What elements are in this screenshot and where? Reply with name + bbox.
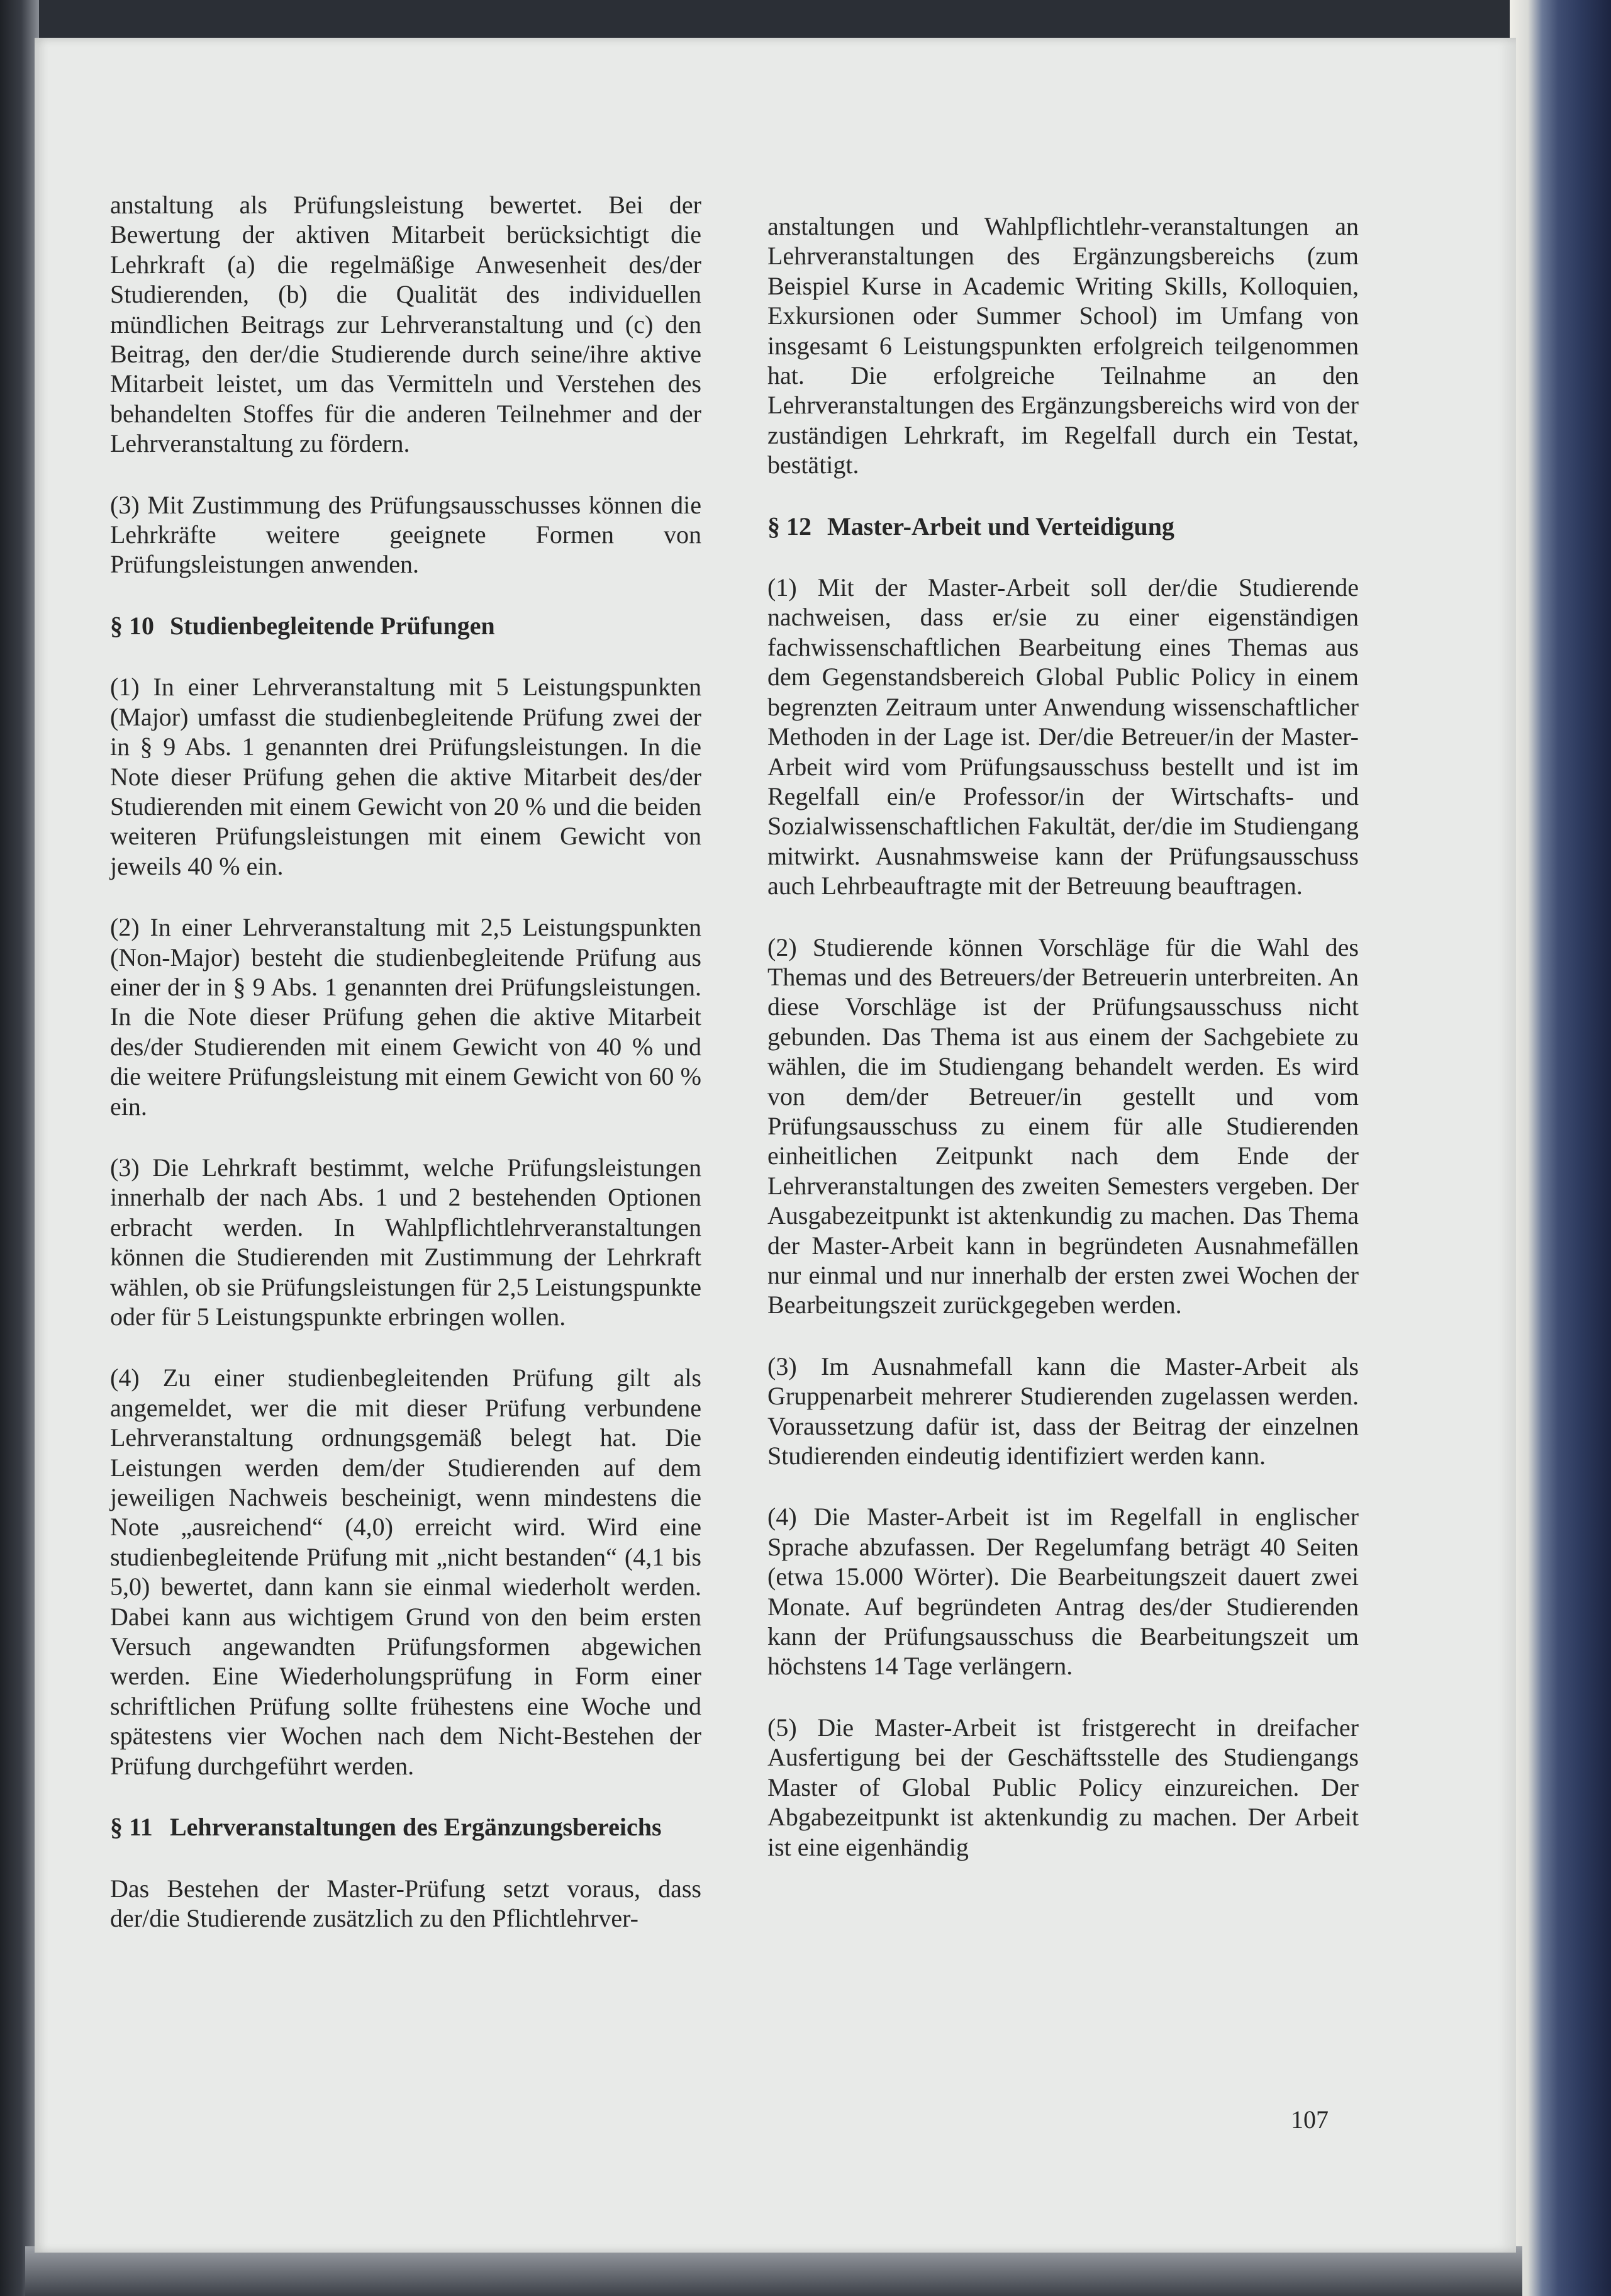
section-number: § 12 (767, 512, 811, 540)
paragraph-12-5: (5) Die Master-Arbeit ist fristgerecht in dreifacher Ausfertigung bei der Geschäftsstelle des Studiengangs Master of Global Public Policy einzureichen. Der Abgabezeitpunkt ist aktenkundig zu machen. Der Arbeit ist eine eigenhändig (767, 1713, 1359, 1861)
section-number: § 11 (110, 1813, 153, 1842)
section-number: § 10 (110, 611, 154, 640)
document-page (35, 38, 1516, 2253)
page-number: 107 (1291, 2105, 1329, 2134)
book-cover-edge (1510, 0, 1611, 2296)
paragraph-12-3: (3) Im Ausnahmefall kann die Master-Arbeit als Gruppenarbeit mehrerer Studierenden zugelassen werden. Voraussetzung dafür ist, dass der Beitrag der einzelnen Studierenden eindeutig identifiziert werden kann. (767, 1352, 1359, 1470)
left-column (110, 190, 701, 1964)
section-title: Master-Arbeit und Verteidigung (827, 512, 1174, 540)
paragraph-12-2: (2) Studierende können Vorschläge für die Wahl des Themas und des Betreuers/der Betreuerin unterbreiten. An diese Vorschläge ist der Prüfungsausschuss nicht gebunden. Das Thema ist aus einem der Sachgebiete zu wählen, die im Studiengang behandelt werden. Es wird von dem/der Betreuer/in gestellt und vom Prüfungsausschuss zu einem für alle Studierenden einheitlichen Zeitpunkt nach dem Ende der Lehrveranstaltungen des zweiten Semesters vergeben. Der Ausgabezeitpunkt ist aktenkundig zu machen. Das Thema der Master-Arbeit kann in begründeten Ausnahmefällen nur einmal und nur innerhalb der ersten zwei Wochen der Bearbeitungszeit zurückgegeben werden. (767, 932, 1359, 1319)
section-heading-11 (110, 1812, 701, 1842)
paragraph-9-3: (3) Mit Zustimmung des Prüfungsausschusses können die Lehrkräfte weitere geeignete Formen von Prüfungsleistungen anwenden. (110, 490, 701, 579)
paragraph-12-1: (1) Mit der Master-Arbeit soll der/die Studierende nachweisen, dass er/sie zu einer eigenständigen fachwissenschaftlichen Bearbeitung eines Themas aus dem Gegenstandsbereich Global Public Policy in einem begrenzten Zeitraum unter Anwendung wissenschaftlicher Methoden in der Lage ist. Der/die Betreuer/in der Master-Arbeit wird vom Prüfungsausschuss bestellt und ist im Regelfall ein/e Professor/in der Wirtschafts- und Sozialwissenschaftlichen Fakultät, der/die im Studiengang mitwirkt. Ausnahmsweise kann der Prüfungsausschuss auch Lehrbeauftragte mit der Betreuung beauftragen. (767, 573, 1359, 900)
adjacent-page-edge (0, 0, 39, 2296)
paragraph-12-4: (4) Die Master-Arbeit ist im Regelfall in englischer Sprache abzufassen. Der Regelumfang beträgt 40 Seiten (etwa 15.000 Wörter). Die Bearbeitungszeit dauert zwei Monate. Auf begründeten Antrag des/der Studierenden kann der Prüfungsausschuss die Bearbeitungszeit um höchstens 14 Tage verlängern. (767, 1503, 1359, 1681)
paragraph-10-3: (3) Die Lehrkraft bestimmt, welche Prüfungsleistungen innerhalb der nach Abs. 1 und 2 bestehenden Optionen erbracht werden. In Wahlpflichtlehrveranstaltungen können die Studierenden mit Zustimmung der Lehrkraft wählen, ob sie Prüfungsleistungen für 2,5 Leistungspunkte oder für 5 Leistungspunkte erbringen wollen. (110, 1153, 701, 1331)
paragraph-10-2: (2) In einer Lehrveranstaltung mit 2,5 Leistungspunkten (Non-Major) besteht die studienbegleitende Prüfung aus einer der in § 9 Abs. 1 genannten drei Prüfungsleistungen. In die Note dieser Prüfung gehen die aktive Mitarbeit des/der Studierenden mit einem Gewicht von 40 % und die weitere Prüfungsleistung mit einem Gewicht von 60 % ein. (110, 913, 701, 1121)
section-heading-10 (110, 611, 701, 641)
right-column (767, 211, 1359, 1893)
section-title: Lehrveranstaltungen des Ergänzungsbereichs (170, 1813, 662, 1842)
section-title: Studienbegleitende Prüfungen (170, 611, 495, 640)
paragraph-carryover-9: anstaltung als Prüfungsleistung bewertet. Bei der Bewertung der aktiven Mitarbeit berücksichtigt die Lehrkraft (a) die regelmäßige Anwesenheit des/der Studierenden, (b) die Qualität des individuellen mündlichen Beitrags zur Lehrveranstaltung und (c) den Beitrag, den der/die Studierende durch seine/ihre aktive Mitarbeit leistet, um das Vermitteln und Verstehen des behandelten Stoffes für die anderen Teilnehmer and der Lehrveranstaltung zu fördern. (110, 191, 701, 458)
paragraph-11-continued: anstaltungen und Wahlpflichtlehr-veranstaltungen an Lehrveranstaltungen des Ergänzungsbereichs (zum Beispiel Kurse in Academic Writing Skills, Kolloquien, Exkursionen oder Summer School) im Umfang von insgesamt 6 Leistungspunkten erfolgreich teilgenommen hat. Die erfolgreiche Teilnahme an den Lehrveranstaltungen des Ergänzungsbereichs wird von der zuständigen Lehrkraft, im Regelfall durch ein Testat, bestätigt. (767, 212, 1359, 479)
page-bottom-edge (25, 2246, 1522, 2296)
paragraph-10-4: (4) Zu einer studienbegleitenden Prüfung gilt als angemeldet, wer die mit dieser Prüfung verbundene Lehrveranstaltung ordnungsgemäß belegt hat. Die Leistungen werden dem/der Studierenden auf dem jeweiligen Nachweis bescheinigt, wenn mindestens die Note „ausreichend“ (4,0) erreicht wird. Wird eine studienbegleitende Prüfung mit „nicht bestanden“ (4,1 bis 5,0) bewertet, dann kann sie einmal wiederholt werden. Dabei kann aus wichtigem Grund von den beim ersten Versuch angewandten Prüfungsformen abgewichen werden. Eine Wiederholungsprüfung in Form einer schriftlichen Prüfung sollte frühestens eine Woche und spätestens vier Wochen nach dem Nicht-Bestehen der Prüfung durchgeführt werden. (110, 1364, 701, 1780)
paragraph-10-1: (1) In einer Lehrveranstaltung mit 5 Leistungspunkten (Major) umfasst die studienbegleitende Prüfung zwei der in § 9 Abs. 1 genannten drei Prüfungsleistungen. In die Note dieser Prüfung gehen die aktive Mitarbeit des/der Studierenden mit einem Gewicht von 20 % und die beiden weiteren Prüfungsleistungen mit einem Gewicht von jeweils 40 % ein. (110, 673, 701, 880)
section-heading-12 (767, 512, 1359, 541)
paragraph-11: Das Bestehen der Master-Prüfung setzt voraus, dass der/die Studierende zusätzlich zu den Pflichtlehrver- (110, 1874, 701, 1932)
